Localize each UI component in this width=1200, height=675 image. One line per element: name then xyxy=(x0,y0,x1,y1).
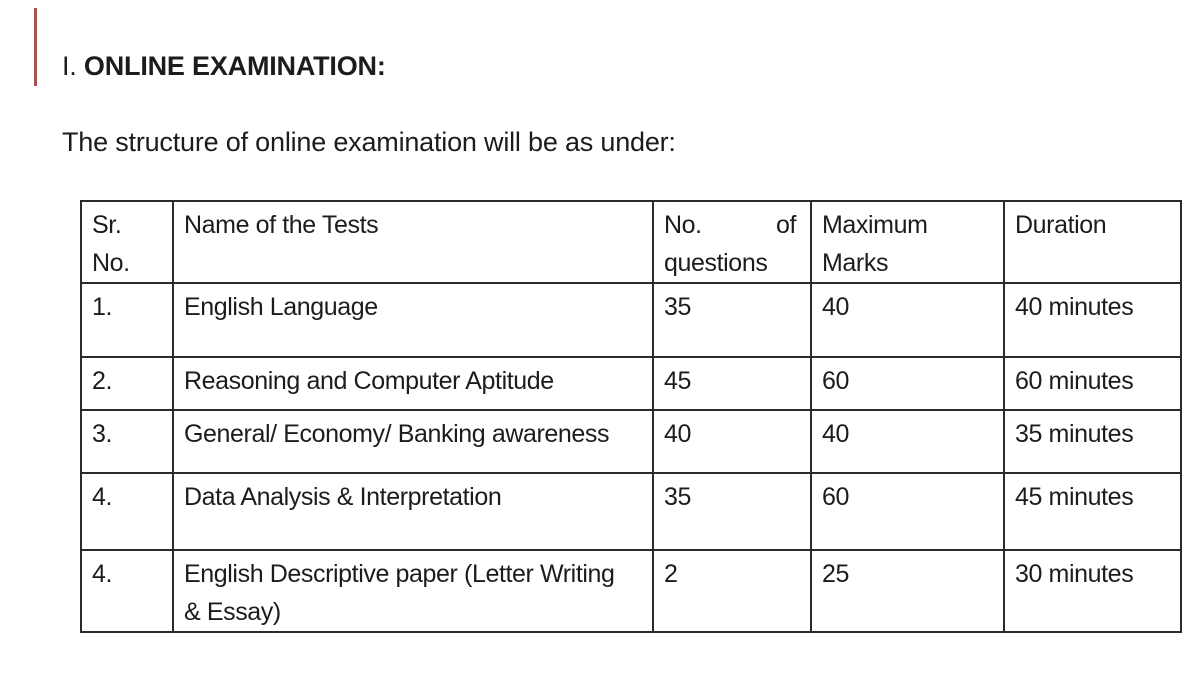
cell-duration: 60 minutes xyxy=(1004,357,1181,410)
cell-duration: 35 minutes xyxy=(1004,410,1181,473)
cell-questions: 35 xyxy=(653,473,811,550)
cell-questions: 2 xyxy=(653,550,811,632)
header-test-name: Name of the Tests xyxy=(173,201,653,283)
header-questions-line2: questions xyxy=(664,248,768,277)
cell-test-name xyxy=(173,550,653,632)
cell-test-name xyxy=(173,357,653,410)
header-sr-line1: Sr. xyxy=(92,211,122,239)
header-sr-no xyxy=(81,201,173,283)
cell-questions: 35 xyxy=(653,283,811,357)
cell-marks: 40 xyxy=(811,283,1004,357)
cell-marks: 25 xyxy=(811,550,1004,632)
heading-numeral: I. xyxy=(62,51,77,81)
test-name-line: Reasoning and Computer Aptitude xyxy=(184,367,554,395)
header-no-of-questions xyxy=(653,201,811,283)
scan-artifact-line xyxy=(34,8,37,86)
cell-test-name xyxy=(173,283,653,357)
cell-test-name xyxy=(173,410,653,473)
exam-structure-table xyxy=(80,200,1182,633)
header-sr-line2: No. xyxy=(92,248,130,277)
cell-marks: 40 xyxy=(811,410,1004,473)
table-row xyxy=(81,357,1181,410)
heading-text: ONLINE EXAMINATION: xyxy=(83,51,386,81)
header-questions-line1 xyxy=(664,207,802,245)
cell-sr: 1. xyxy=(81,283,173,357)
header-questions-no: No. xyxy=(664,211,702,239)
test-name-line: General/ Economy/ Banking awareness xyxy=(184,420,610,448)
cell-questions: 45 xyxy=(653,357,811,410)
cell-sr: 2. xyxy=(81,357,173,410)
header-maximum-marks xyxy=(811,201,1004,283)
table-row xyxy=(81,283,1181,357)
cell-duration: 30 minutes xyxy=(1004,550,1181,632)
header-marks-line1: Maximum xyxy=(822,211,928,239)
test-name-line: & Essay) xyxy=(184,597,281,626)
test-name-line: English Language xyxy=(184,293,378,321)
table-row xyxy=(81,410,1181,473)
table-row xyxy=(81,550,1181,632)
intro-paragraph: The structure of online examination will be as under: xyxy=(62,127,676,157)
header-questions-of: of xyxy=(775,211,796,239)
cell-sr: 3. xyxy=(81,410,173,473)
cell-marks: 60 xyxy=(811,357,1004,410)
test-name-line: English Descriptive paper (Letter Writing xyxy=(184,560,615,588)
header-duration: Duration xyxy=(1004,201,1181,283)
cell-duration: 40 minutes xyxy=(1004,283,1181,357)
cell-marks: 60 xyxy=(811,473,1004,550)
table-header-row xyxy=(81,201,1181,283)
header-marks-line2: Marks xyxy=(822,248,889,277)
section-heading xyxy=(62,52,386,82)
table-row xyxy=(81,473,1181,550)
test-name-line: Data Analysis & Interpretation xyxy=(184,483,502,511)
cell-duration: 45 minutes xyxy=(1004,473,1181,550)
cell-sr: 4. xyxy=(81,473,173,550)
cell-test-name xyxy=(173,473,653,550)
cell-questions: 40 xyxy=(653,410,811,473)
cell-sr: 4. xyxy=(81,550,173,632)
